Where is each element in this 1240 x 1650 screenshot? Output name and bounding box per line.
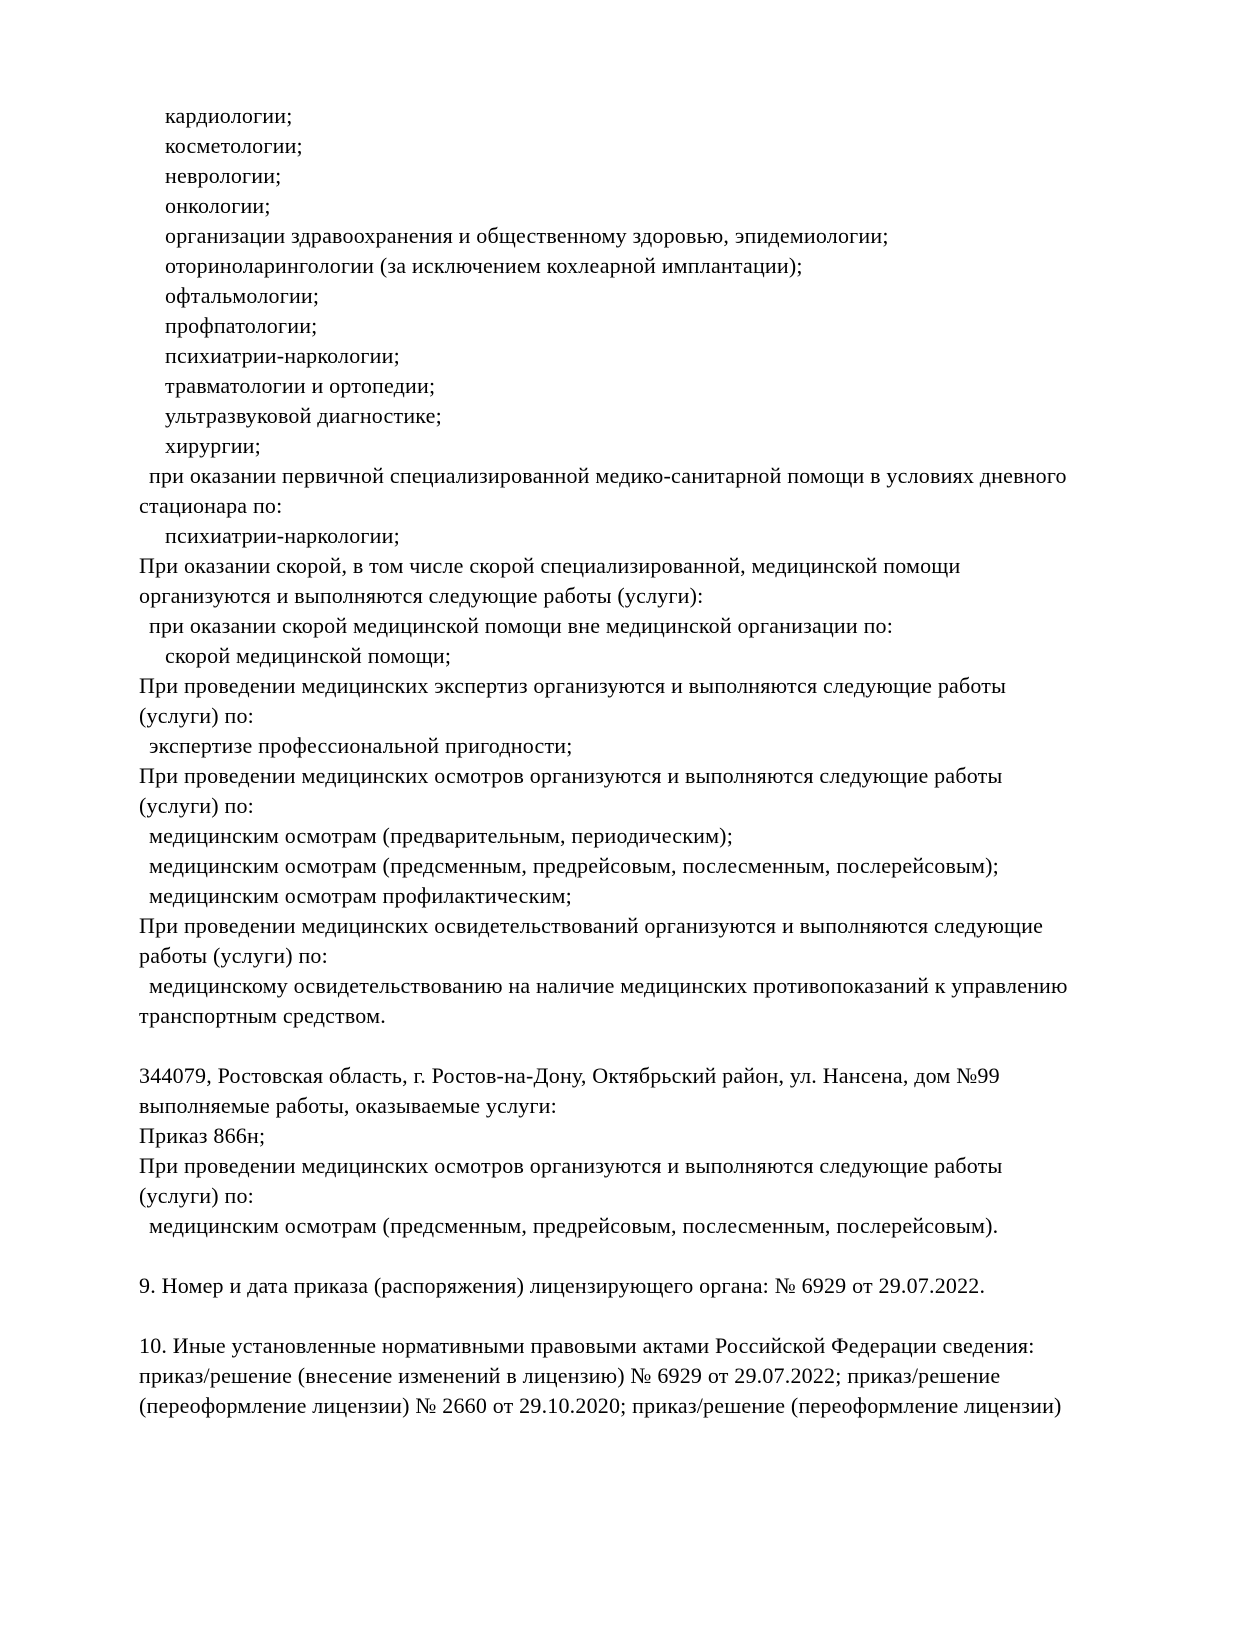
text-line: при оказании скорой медицинской помощи вне медицинской организации по:	[149, 613, 894, 638]
text-line: При проведении медицинских осмотров организуются и выполняются следующие работы	[139, 1153, 1003, 1178]
text-line: (услуги) по:	[139, 1183, 254, 1208]
text-line: выполняемые работы, оказываемые услуги:	[139, 1093, 557, 1118]
text-line: офтальмологии;	[165, 283, 320, 308]
text-line: работы (услуги) по:	[139, 943, 328, 968]
document-text-block	[139, 101, 1129, 1421]
blank-line	[139, 1031, 1129, 1061]
text-line: травматологии и ортопедии;	[165, 373, 436, 398]
blank-line	[139, 1301, 1129, 1331]
text-line: оториноларингологии (за исключением кохлеарной имплантации);	[165, 253, 803, 278]
text-line: (услуги) по:	[139, 793, 254, 818]
text-line: 9. Номер и дата приказа (распоряжения) лицензирующего органа: № 6929 от 29.07.2022.	[139, 1273, 986, 1298]
text-line: медицинским осмотрам (предварительным, периодическим);	[149, 823, 734, 848]
text-line: кардиологии;	[165, 103, 293, 128]
text-line: При проведении медицинских осмотров организуются и выполняются следующие работы	[139, 763, 1003, 788]
text-line: медицинским осмотрам (предсменным, предрейсовым, послесменным, послерейсовым).	[149, 1213, 999, 1238]
blank-line	[139, 1241, 1129, 1271]
text-line: медицинскому освидетельствованию на наличие медицинских противопоказаний к управлению	[149, 973, 1068, 998]
text-line: психиатрии-наркологии;	[165, 343, 400, 368]
text-line: Приказ 866н;	[139, 1123, 266, 1148]
text-line: онкологии;	[165, 193, 271, 218]
text-line: скорой медицинской помощи;	[165, 643, 452, 668]
text-line: медицинским осмотрам (предсменным, предрейсовым, послесменным, послерейсовым);	[149, 853, 999, 878]
text-line: ультразвуковой диагностике;	[165, 403, 442, 428]
text-line: 10. Иные установленные нормативными правовыми актами Российской Федерации сведения:	[139, 1333, 1035, 1358]
text-line: при оказании первичной специализированной медико-санитарной помощи в условиях дневного	[149, 463, 1067, 488]
text-line: При проведении медицинских освидетельствований организуются и выполняются следующие	[139, 913, 1044, 938]
text-line: профпатологии;	[165, 313, 318, 338]
text-line: психиатрии-наркологии;	[165, 523, 400, 548]
text-line: приказ/решение (внесение изменений в лицензию) № 6929 от 29.07.2022; приказ/решение	[139, 1363, 1001, 1388]
text-line: (услуги) по:	[139, 703, 254, 728]
text-line: медицинским осмотрам профилактическим;	[149, 883, 572, 908]
text-line: (переоформление лицензии) № 2660 от 29.10.2020; приказ/решение (переоформление лицензии)	[139, 1393, 1062, 1418]
text-line: транспортным средством.	[139, 1003, 386, 1028]
text-line: 344079, Ростовская область, г. Ростов-на-Дону, Октябрьский район, ул. Нансена, дом №99	[139, 1063, 1000, 1088]
text-line: При проведении медицинских экспертиз организуются и выполняются следующие работы	[139, 673, 1007, 698]
text-line: При оказании скорой, в том числе скорой специализированной, медицинской помощи	[139, 553, 961, 578]
text-line: экспертизе профессиональной пригодности;	[149, 733, 573, 758]
text-line: косметологии;	[165, 133, 303, 158]
text-line: неврологии;	[165, 163, 282, 188]
text-line: стационара по:	[139, 493, 283, 518]
text-line: организации здравоохранения и общественному здоровью, эпидемиологии;	[165, 223, 889, 248]
text-line: организуются и выполняются следующие работы (услуги):	[139, 583, 704, 608]
text-line: хирургии;	[165, 433, 261, 458]
